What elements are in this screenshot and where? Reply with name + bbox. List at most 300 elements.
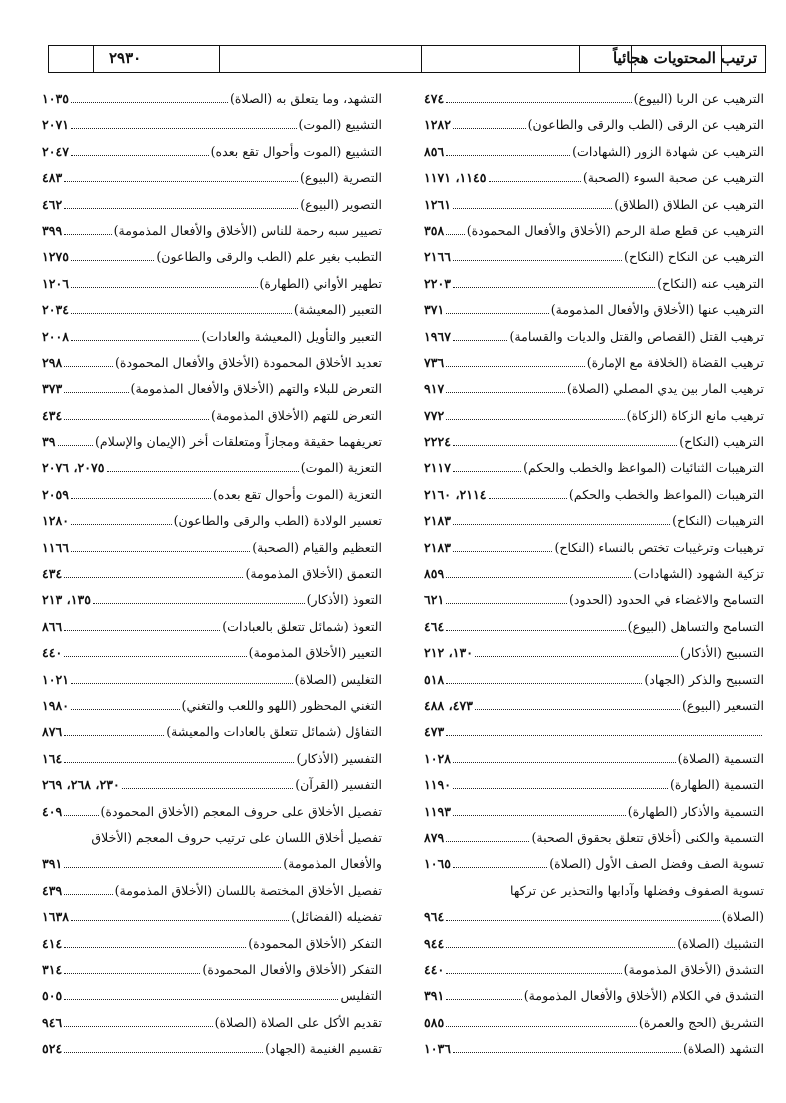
entry-title: التصرية (البيوع): [299, 170, 382, 186]
index-entry: [424, 218, 764, 244]
dot-leader: [446, 727, 762, 736]
dot-leader: [453, 1044, 681, 1053]
index-entry: [42, 878, 382, 904]
index-entry: [424, 192, 764, 218]
dot-leader: [453, 516, 670, 525]
entry-page-number: ١١٩٣: [424, 803, 452, 819]
index-entry: [42, 904, 382, 930]
dot-leader: [446, 384, 565, 393]
index-entry: [42, 957, 382, 983]
dot-leader: [71, 332, 199, 341]
dot-leader: [446, 226, 464, 235]
dot-leader: [64, 384, 128, 393]
entry-title: التسمية والكنى (أخلاق تتعلق بحقوق الصحبة): [531, 829, 764, 845]
index-entry: [42, 772, 382, 798]
dot-leader: [446, 833, 529, 842]
entry-page-number: ١٢٨٠: [42, 513, 70, 529]
entry-page-number: ٢١٨٣: [424, 513, 452, 529]
dot-leader: [93, 595, 305, 604]
entry-title: ترهيب المار بين يدي المصلي (الصلاة): [566, 381, 764, 397]
dot-leader: [71, 147, 209, 156]
entry-title: التغليس (الصلاة): [294, 671, 382, 687]
entry-page-number: ٤٠٩: [42, 803, 63, 819]
dot-leader: [446, 991, 521, 1000]
entry-title: تعريفهما حقيقة ومجازاً ومتعلقات أخر (الإيمان والإسلام): [95, 434, 382, 450]
entry-page-number: ٥٨٥: [424, 1014, 445, 1030]
index-entry: [424, 587, 764, 613]
dot-leader: [453, 279, 655, 288]
dot-leader: [475, 648, 678, 657]
dot-leader: [64, 648, 246, 657]
entry-title: التصوير (البيوع): [300, 196, 382, 212]
entry-title: تفصيل أخلاق اللسان على ترتيب حروف المعجم (الأخلاق: [91, 829, 382, 845]
entry-page-number: ٥٢٤: [42, 1041, 63, 1057]
index-entry: [424, 983, 764, 1009]
entry-page-number: ٨٥٦: [424, 143, 445, 159]
dot-leader: [71, 516, 172, 525]
index-entry: [42, 535, 382, 561]
index-entry: [42, 403, 382, 429]
entry-title: الترهيب عن شهادة الزور (الشهادات): [572, 143, 764, 159]
entry-title: التغني المحظور (اللهو واللعب والتغني): [181, 697, 382, 713]
dot-leader: [446, 147, 570, 156]
dot-leader: [453, 200, 612, 209]
entry-title: الترهيب عن قطع صلة الرحم (الأخلاق والأفعال المحمودة): [466, 222, 764, 238]
entry-page-number: ١٣٠، ٢١٢: [424, 645, 474, 661]
entry-page-number: ٢١١٤، ٢١٦٠: [424, 486, 487, 502]
index-entry: [424, 350, 764, 376]
entry-page-number: ٩٦٤: [424, 909, 445, 925]
entry-page-number: ٣٩١: [42, 856, 63, 872]
entry-page-number: ٣٥٨: [424, 222, 445, 238]
dot-leader: [71, 305, 292, 314]
entry-title: تفصيل الأخلاق على حروف المعجم (الأخلاق المحمودة): [100, 803, 382, 819]
entry-page-number: ١٠٣٥: [42, 91, 70, 106]
index-entry: [42, 139, 382, 165]
entry-title: الترهيب عن الرقى (الطب والرقى والطاعون): [527, 117, 764, 133]
entry-title: تطهير الأواني (الطهارة): [259, 275, 382, 291]
entry-title: ترهيبات وترغيبات تختص بالنساء (النكاح): [554, 539, 764, 555]
dot-leader: [453, 437, 677, 446]
index-entry: [42, 587, 382, 613]
entry-title: التفسير (القرآن): [295, 777, 382, 793]
entry-page-number: ٣٩١: [424, 988, 445, 1004]
dot-leader: [64, 226, 111, 235]
index-entry: [424, 112, 764, 138]
entry-title: التسمية (الصلاة): [677, 750, 764, 766]
index-entry: [42, 429, 382, 455]
index-entry: [424, 746, 764, 772]
entry-title: والأفعال المذمومة): [283, 856, 382, 872]
header-divider: [421, 46, 422, 72]
index-entry: [42, 165, 382, 191]
entry-title: ترهيب مانع الزكاة (الزكاة): [626, 407, 764, 423]
dot-leader: [446, 622, 625, 631]
index-entry: [424, 455, 764, 481]
dot-leader: [489, 490, 567, 499]
entry-title: تعديد الأخلاق المحمودة (الأخلاق والأفعال المحمودة): [115, 354, 382, 370]
index-entry: [42, 350, 382, 376]
index-entry: [42, 719, 382, 745]
dot-leader: [453, 807, 626, 816]
index-entry: [424, 904, 764, 930]
entry-page-number: ١٠٦٥: [424, 856, 452, 872]
entry-title: الترهيب عنها (الأخلاق والأفعال المذمومة): [550, 302, 764, 318]
dot-leader: [446, 912, 720, 921]
entry-page-number: ٩٤٤: [424, 935, 445, 951]
entry-page-number: ٨٥٩: [424, 566, 445, 582]
entry-title: تسوية الصف وفضل الصف الأول (الصلاة): [549, 856, 764, 872]
index-entry: [42, 297, 382, 323]
index-entry: [424, 403, 764, 429]
entry-page-number: ٢٣٠، ٢٦٨، ٢٦٩: [42, 777, 120, 793]
dot-leader: [453, 859, 547, 868]
entry-page-number: ١٠٢٨: [424, 750, 452, 766]
entry-page-number: ٥٠٥: [42, 988, 63, 1004]
dot-leader: [71, 94, 228, 103]
entry-title: التسامح والتساهل (البيوع): [627, 618, 764, 634]
dot-leader: [71, 701, 179, 710]
dot-leader: [446, 675, 642, 684]
entry-title: التشبيك (الصلاة): [677, 935, 764, 951]
entry-page-number: ٣٧١: [424, 302, 445, 318]
index-entry: [42, 851, 382, 877]
entry-title: الترهيب عن الربا (البيوع): [633, 91, 764, 106]
entry-page-number: ٤٤٠: [424, 961, 445, 977]
entry-page-number: ٤١٤: [42, 935, 63, 951]
dot-leader: [453, 332, 507, 341]
entry-title: التعوذ (الأذكار): [306, 592, 382, 608]
entry-page-number: ٩١٧: [424, 381, 445, 397]
entry-page-number: ٧٧٢: [424, 407, 445, 423]
index-entry: [42, 324, 382, 350]
entry-page-number: ٢٩٨: [42, 354, 63, 370]
entry-title: ترهيب القتل (القصاص والقتل والديات والقسامة): [509, 328, 764, 344]
dot-leader: [122, 780, 293, 789]
index-entry: [424, 297, 764, 323]
entry-title: التشهد (الصلاة): [683, 1041, 764, 1057]
entry-title: تصيير سبه رحمة للناس (الأخلاق والأفعال المذمومة): [113, 222, 382, 238]
header-divider: [579, 46, 580, 72]
index-entry: [42, 1010, 382, 1036]
entry-page-number: ١١٤٥، ١١٧١: [424, 170, 487, 186]
entry-title: الترهيب عنه (النكاح): [657, 275, 764, 291]
entry-page-number: ١٢٧٥: [42, 249, 70, 265]
index-entry: [42, 746, 382, 772]
page-title: ترتيب المحتويات هجائياً: [613, 49, 757, 67]
dot-leader: [446, 1018, 637, 1027]
entry-page-number: ٢٢٠٣: [424, 275, 452, 291]
entry-page-number: ٢٠٧١: [42, 117, 70, 133]
index-entry: [42, 86, 382, 112]
entry-page-number: ٣٩٩: [42, 222, 63, 238]
entry-title: التسبيح والذكر (الجهاد): [644, 671, 764, 687]
entry-title: تفضيله (الفضائل): [291, 909, 382, 925]
entry-page-number: ١١٦٦: [42, 539, 70, 555]
entry-title: التعزية (الموت وأحوال تقع بعده): [212, 486, 382, 502]
entry-page-number: ١٢٦١: [424, 196, 452, 212]
index-entry: [424, 851, 764, 877]
entry-page-number: ٢١١٧: [424, 460, 452, 476]
index-entry: [424, 772, 764, 798]
entry-title: التسمية (الطهارة): [669, 777, 764, 793]
entry-page-number: ٢٠٠٨: [42, 328, 70, 344]
dot-leader: [64, 727, 164, 736]
dot-leader: [446, 358, 584, 367]
index-entry: [42, 508, 382, 534]
dot-leader: [58, 437, 93, 446]
dot-leader: [71, 490, 211, 499]
entry-title: التعبير والتأويل (المعيشة والعادات): [201, 328, 382, 344]
page-header: [48, 45, 766, 73]
index-entry: [424, 957, 764, 983]
index-entry: [42, 640, 382, 666]
entry-title: التطبب بغير علم (الطب والرقى والطاعون): [156, 249, 382, 265]
index-entry: [42, 218, 382, 244]
dot-leader: [64, 173, 298, 182]
dot-leader: [64, 754, 294, 763]
entry-page-number: ٢٠٧٥، ٢٠٧٦: [42, 460, 105, 476]
index-entry: [424, 931, 764, 957]
dot-leader: [453, 463, 521, 472]
dot-leader: [71, 252, 154, 261]
entry-title: التعظيم والقيام (الصحبة): [252, 539, 382, 555]
entry-title: تفصيل الأخلاق المختصة باللسان (الأخلاق المذمومة): [114, 882, 382, 898]
dot-leader: [64, 991, 338, 1000]
entry-title: التشييع (الموت وأحوال تقع بعده): [210, 143, 382, 159]
index-entry: [42, 244, 382, 270]
dot-leader: [446, 569, 631, 578]
entry-page-number: ١٠٣٦: [424, 1041, 452, 1057]
entry-title: التعوذ (شمائل تتعلق بالعبادات): [222, 618, 382, 634]
entry-title: تعسير الولادة (الطب والرقى والطاعون): [173, 513, 382, 529]
index-entry: [424, 693, 764, 719]
index-entry: [424, 561, 764, 587]
entry-title: التعيير (الأخلاق المذمومة): [248, 645, 382, 661]
index-entry: [424, 244, 764, 270]
index-entry: [42, 192, 382, 218]
index-entry: [424, 86, 764, 112]
header-divider: [219, 46, 220, 72]
dot-leader: [64, 807, 98, 816]
page-number: ٢٩٣٠: [109, 49, 142, 67]
index-entry: [424, 271, 764, 297]
header-divider: [93, 46, 94, 72]
entry-title: التفاؤل (شمائل تتعلق بالعادات والمعيشة): [166, 724, 382, 740]
entry-title: التشريق (الحج والعمرة): [638, 1014, 764, 1030]
dot-leader: [453, 543, 552, 552]
index-entry: [42, 561, 382, 587]
entry-page-number: ٨٦٦: [42, 618, 63, 634]
dot-leader: [71, 279, 257, 288]
entry-page-number: ٨٧٦: [42, 724, 63, 740]
entry-page-number: ٢٢٢٤: [424, 434, 452, 450]
dot-leader: [64, 886, 112, 895]
entry-page-number: ٩٤٦: [42, 1014, 63, 1030]
entry-page-number: ٤٧٤: [424, 91, 445, 106]
index-entry: [424, 719, 764, 745]
dot-leader: [71, 120, 296, 129]
entry-page-number: ١٦٣٨: [42, 909, 70, 925]
entry-page-number: ٧٣٦: [424, 354, 445, 370]
entry-page-number: ٢١٦٦: [424, 249, 452, 265]
index-entry: [424, 139, 764, 165]
entry-page-number: ٤٧٣، ٤٨٨: [424, 697, 474, 713]
entry-page-number: ٤٦٢: [42, 196, 63, 212]
index-entry: [424, 165, 764, 191]
dot-leader: [64, 622, 220, 631]
entry-page-number: ٤٦٤: [424, 618, 445, 634]
index-entry: [42, 1036, 382, 1062]
index-entry: [42, 799, 382, 825]
index-entry: [42, 931, 382, 957]
entry-title: (الصلاة): [721, 909, 764, 925]
dot-leader: [446, 305, 548, 314]
entry-page-number: ٢٠٤٧: [42, 143, 70, 159]
dot-leader: [446, 965, 621, 974]
dot-leader: [71, 675, 293, 684]
index-entry: [424, 1036, 764, 1062]
entry-page-number: ٤٣٤: [42, 566, 63, 582]
dot-leader: [446, 411, 624, 420]
entry-title: التعزية (الموت): [300, 460, 382, 476]
index-entry: [42, 455, 382, 481]
entry-title: تزكية الشهود (الشهادات): [633, 566, 764, 582]
entry-page-number: ١٩٦٧: [424, 328, 452, 344]
dot-leader: [71, 912, 289, 921]
index-entry: [42, 376, 382, 402]
dot-leader: [446, 595, 567, 604]
dot-leader: [107, 463, 299, 472]
index-entry: [42, 693, 382, 719]
index-entry: [42, 825, 382, 851]
dot-leader: [64, 411, 209, 420]
entry-page-number: ٣٧٣: [42, 381, 63, 397]
entry-page-number: ٢١٨٣: [424, 539, 452, 555]
entry-title: التفكر (الأخلاق المحمودة): [248, 935, 382, 951]
entry-title: التشدق في الكلام (الأخلاق والأفعال المذمومة): [523, 988, 764, 1004]
entry-title: تقديم الأكل على الصلاة (الصلاة): [214, 1014, 382, 1030]
dot-leader: [64, 939, 246, 948]
index-entry: [424, 640, 764, 666]
index-entry: [424, 324, 764, 350]
entry-title: التعبير (المعيشة): [293, 302, 382, 318]
entry-title: تسوية الصفوف وفضلها وآدابها والتحذير عن تركها: [510, 882, 764, 898]
entry-title: التعرض للتهم (الأخلاق المذمومة): [211, 407, 382, 423]
index-entry: [424, 429, 764, 455]
dot-leader: [446, 939, 675, 948]
index-entry: [42, 482, 382, 508]
entry-title: التعرض للبلاء والتهم (الأخلاق والأفعال المذمومة): [130, 381, 382, 397]
entry-page-number: ٤٤٠: [42, 645, 63, 661]
entry-title: التفسير (الأذكار): [296, 750, 382, 766]
dot-leader: [64, 965, 200, 974]
dot-leader: [64, 569, 243, 578]
entry-title: الترهيبات (النكاح): [672, 513, 764, 529]
entry-page-number: ١١٩٠: [424, 777, 452, 793]
entry-page-number: ٣١٤: [42, 961, 63, 977]
entry-page-number: ٤٧٣: [424, 724, 445, 740]
entry-title: الترهيبات (المواعظ والخطب والحكم): [568, 486, 764, 502]
entry-page-number: ٤٣٩: [42, 882, 63, 898]
dot-leader: [64, 1044, 263, 1053]
index-entry: [42, 271, 382, 297]
index-entry: [424, 614, 764, 640]
index-entry: [424, 799, 764, 825]
dot-leader: [489, 173, 581, 182]
dot-leader: [453, 120, 526, 129]
entry-title: الترهيب عن صحبة السوء (الصحبة): [582, 170, 764, 186]
entry-page-number: ١٩٨٠: [42, 697, 70, 713]
dot-leader: [64, 358, 113, 367]
index-entry: [424, 667, 764, 693]
entry-page-number: ٤٨٣: [42, 170, 63, 186]
entry-title: التشهد، وما يتعلق به (الصلاة): [229, 91, 382, 106]
entry-title: التشدق (الأخلاق المذمومة): [623, 961, 764, 977]
dot-leader: [453, 252, 622, 261]
dot-leader: [64, 200, 298, 209]
entry-title: تقسيم الغنيمة (الجهاد): [265, 1041, 382, 1057]
index-entry: [42, 614, 382, 640]
dot-leader: [453, 780, 668, 789]
entry-title: التسبيح (الأذكار): [679, 645, 764, 661]
entry-page-number: ١٢٠٦: [42, 275, 70, 291]
entry-title: التفليس: [340, 988, 382, 1004]
entry-title: التفكر (الأخلاق والأفعال المحمودة): [202, 961, 382, 977]
index-entry: [42, 667, 382, 693]
index-entry: [424, 508, 764, 534]
entry-title: الترهيب (النكاح): [679, 434, 764, 450]
entry-page-number: ١٠٢١: [42, 671, 70, 687]
index-entry: [424, 1010, 764, 1036]
entry-page-number: ٢٠٣٤: [42, 302, 70, 318]
dot-leader: [64, 1018, 212, 1027]
index-entry: [424, 825, 764, 851]
entry-title: الترهيب عن النكاح (النكاح): [624, 249, 764, 265]
entry-page-number: ١٢٨٢: [424, 117, 452, 133]
index-entry: [424, 482, 764, 508]
entry-title: الترهيبات الثنائيات (المواعظ والخطب والحكم): [523, 460, 764, 476]
entry-page-number: ٦٢١: [424, 592, 445, 608]
dot-leader: [475, 701, 680, 710]
entry-title: التسعير (البيوع): [682, 697, 764, 713]
entry-title: التسمية والأذكار (الطهارة): [627, 803, 764, 819]
index-entry: [424, 878, 764, 904]
entry-page-number: ٥١٨: [424, 671, 445, 687]
index-entry: [42, 983, 382, 1009]
dot-leader: [446, 94, 631, 103]
entry-page-number: ١٣٥، ٢١٣: [42, 592, 92, 608]
index-entry: [42, 112, 382, 138]
dot-leader: [64, 859, 281, 868]
entry-page-number: ١٦٤: [42, 750, 63, 766]
index-column-left: [42, 86, 382, 1062]
entry-page-number: ٨٧٩: [424, 829, 445, 845]
entry-title: التعمق (الأخلاق المذمومة): [245, 566, 382, 582]
entry-page-number: ٤٣٤: [42, 407, 63, 423]
entry-title: التشييع (الموت): [298, 117, 382, 133]
entry-page-number: ٣٩: [42, 434, 56, 450]
entry-page-number: ٢٠٥٩: [42, 486, 70, 502]
index-entry: [424, 535, 764, 561]
index-column-right: [424, 86, 764, 1062]
entry-title: ترهيب القضاة (الخلافة مع الإمارة): [586, 354, 764, 370]
entry-title: التسامح والاغضاء في الحدود (الحدود): [568, 592, 764, 608]
dot-leader: [71, 543, 250, 552]
index-entry: [424, 376, 764, 402]
entry-title: الترهيب عن الطلاق (الطلاق): [614, 196, 764, 212]
dot-leader: [453, 754, 676, 763]
